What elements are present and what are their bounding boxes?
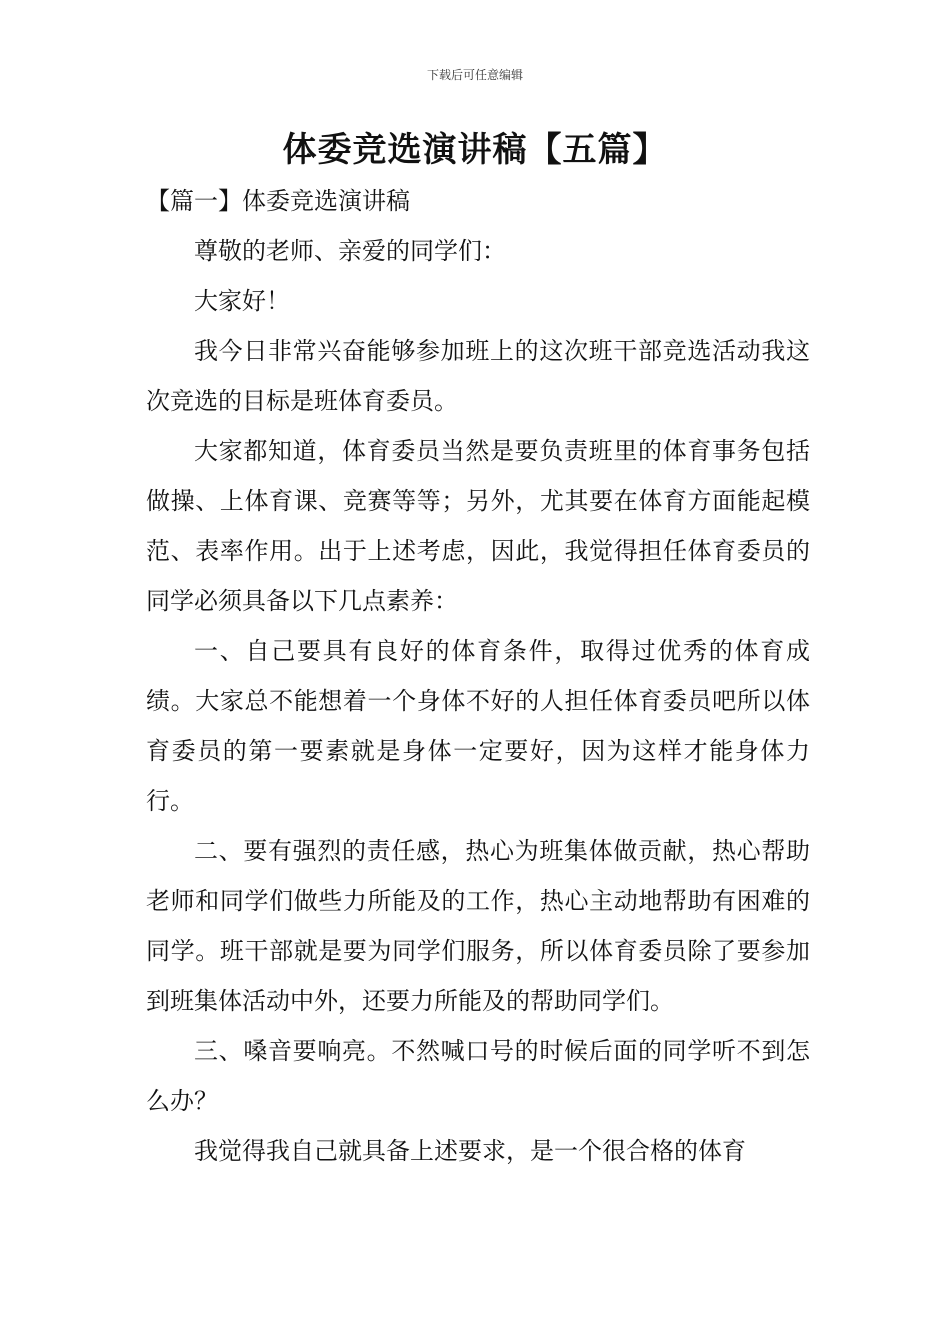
document-body [146, 176, 810, 1176]
document-title: 体委竞选演讲稿【五篇】 [282, 130, 668, 170]
paragraph-duties: 大家都知道，体育委员当然是要负责班里的体育事务包括做操、上体育课、竞赛等等；另外，尤其要在体育方面能起模范、表率作用。出于上述考虑，因此，我觉得担任体育委员的同学必须具备以下几点素养： [146, 437, 810, 615]
header-note: 下载后可任意编辑 [426, 68, 523, 82]
paragraph-intro: 我今日非常兴奋能够参加班上的这次班干部竞选活动我这次竞选的目标是班体育委员。 [146, 337, 810, 415]
paragraph-point-two: 二、要有强烈的责任感，热心为班集体做贡献，热心帮助老师和同学们做些力所能及的工作，热心主动地帮助有困难的同学。班干部就是要为同学们服务，所以体育委员除了要参加到班集体活动中外，还要力所能及的帮助同学们。 [146, 837, 810, 1015]
paragraph-point-three: 三、嗓音要响亮。不然喊口号的时候后面的同学听不到怎么办？ [146, 1037, 810, 1115]
paragraph-conclusion: 我觉得我自己就具备上述要求，是一个很合格的体育 [194, 1137, 746, 1165]
section-heading: 【篇一】体委竞选演讲稿 [146, 187, 410, 215]
paragraph-greeting: 尊敬的老师、亲爱的同学们： [194, 237, 506, 265]
paragraph-point-one: 一、自己要具有良好的体育条件，取得过优秀的体育成绩。大家总不能想着一个身体不好的人担任体育委员吧所以体育委员的第一要素就是身体一定要好，因为这样才能身体力行。 [146, 637, 810, 815]
paragraph-hello: 大家好！ [194, 287, 290, 315]
